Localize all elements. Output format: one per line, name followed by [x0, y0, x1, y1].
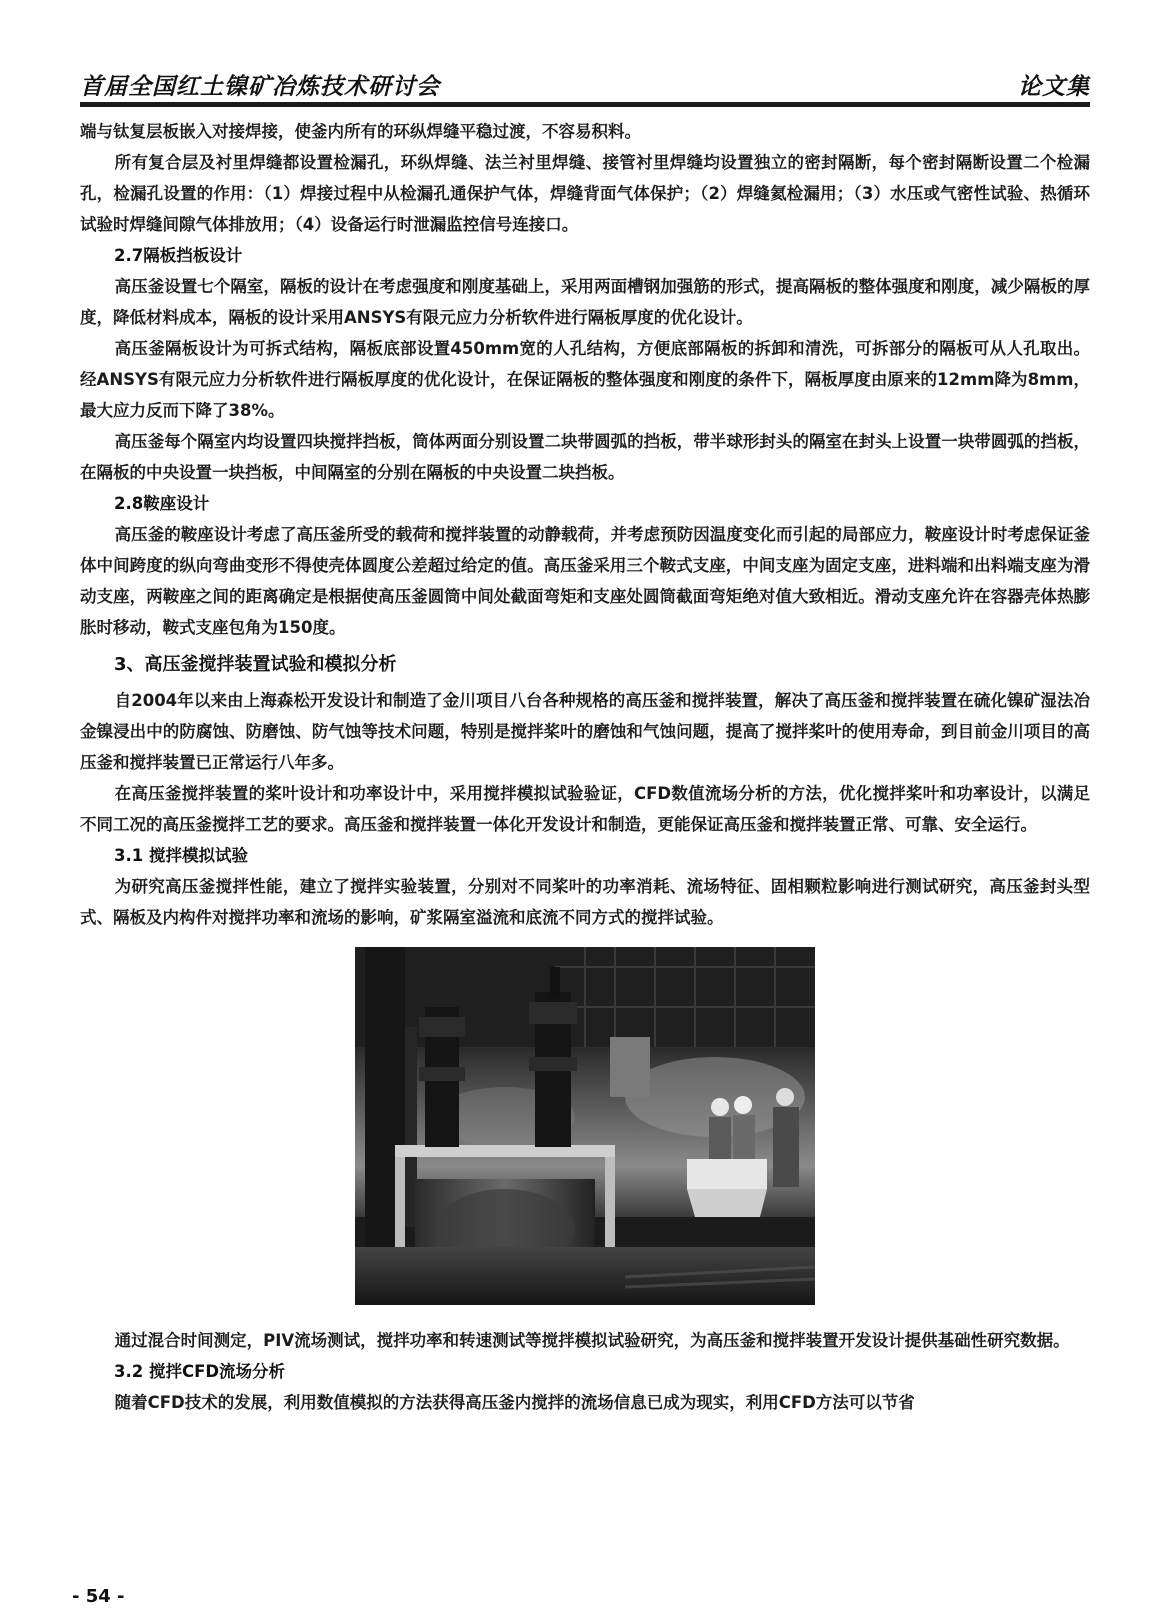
article-body [80, 116, 1090, 1418]
section-heading-3: 3、高压釜搅拌装置试验和模拟分析 [114, 654, 397, 675]
collection-label: 论文集 [1018, 74, 1090, 100]
paragraph: 自2004年以来由上海森松开发设计和制造了金川项目八台各种规格的高压釜和搅拌装置，解决了高压釜和搅拌装置在硫化镍矿湿法冶金镍浸出中的防腐蚀、防磨蚀、防气蚀等技术问题，特别是搅拌桨叶的磨蚀和气蚀问题，提高了搅拌桨叶的使用寿命，到目前金川项目的高压釜和搅拌装置已正常运行八年多。 [80, 691, 1090, 772]
page-header [80, 62, 1090, 107]
paragraph: 为研究高压釜搅拌性能，建立了搅拌实验装置，分别对不同桨叶的功率消耗、流场特征、固相颗粒影响进行测试研究，高压釜封头型式、隔板及内构件对搅拌功率和流场的影响，矿浆隔室溢流和底流不同方式的搅拌试验。 [80, 877, 1090, 927]
experiment-photo [355, 947, 815, 1305]
section-heading-2-7: 2.7隔板挡板设计 [114, 246, 243, 265]
section-heading-2-8: 2.8鞍座设计 [114, 494, 210, 513]
paragraph: 在高压釜搅拌装置的桨叶设计和功率设计中，采用搅拌模拟试验验证，CFD数值流场分析的方法，优化搅拌桨叶和功率设计，以满足不同工况的高压釜搅拌工艺的要求。高压釜和搅拌装置一体化开发设计和制造，更能保证高压釜和搅拌装置正常、可靠、安全运行。 [80, 784, 1090, 834]
paragraph: 高压釜设置七个隔室，隔板的设计在考虑强度和刚度基础上，采用两面槽钢加强筋的形式，提高隔板的整体强度和刚度，减少隔板的厚度，降低材料成本，隔板的设计采用ANSYS有限元应力分析软件进行隔板厚度的优化设计。 [80, 277, 1090, 327]
photo-illustration [355, 947, 815, 1305]
section-heading-3-1: 3.1 搅拌模拟试验 [114, 846, 248, 865]
paragraph: 高压釜每个隔室内均设置四块搅拌挡板，筒体两面分别设置二块带圆弧的挡板，带半球形封头的隔室在封头上设置一块带圆弧的挡板，在隔板的中央设置一块挡板，中间隔室的分别在隔板的中央设置二块挡板。 [80, 432, 1090, 482]
paragraph: 端与钛复层板嵌入对接焊接，使釜内所有的环纵焊缝平稳过渡，不容易积料。 [80, 122, 641, 141]
paragraph: 所有复合层及衬里焊缝都设置检漏孔，环纵焊缝、法兰衬里焊缝、接管衬里焊缝均设置独立的密封隔断，每个密封隔断设置二个检漏孔，检漏孔设置的作用：（1）焊接过程中从检漏孔通保护气体，焊缝背面气体保护；（2）焊缝氦检漏用；（3）水压或气密性试验、热循环试验时焊缝间隙气体排放用；（4）设备运行时泄漏监控信号连接口。 [80, 153, 1090, 234]
conference-title: 首届全国红土镍矿冶炼技术研讨会 [80, 74, 440, 100]
section-heading-3-2: 3.2 搅拌CFD流场分析 [114, 1362, 286, 1381]
page-number: - 54 - [72, 1586, 125, 1607]
paragraph: 高压釜隔板设计为可拆式结构，隔板底部设置450mm宽的人孔结构，方便底部隔板的拆卸和清洗，可拆部分的隔板可从人孔取出。经ANSYS有限元应力分析软件进行隔板厚度的优化设计，在保证隔板的整体强度和刚度的条件下，隔板厚度由原来的12mm降为8mm，最大应力反而下降了38%。 [80, 339, 1090, 420]
paragraph: 通过混合时间测定，PIV流场测试，搅拌功率和转速测试等搅拌模拟试验研究，为高压釜和搅拌装置开发设计提供基础性研究数据。 [114, 1331, 1070, 1350]
paragraph: 随着CFD技术的发展，利用数值模拟的方法获得高压釜内搅拌的流场信息已成为现实，利用CFD方法可以节省 [114, 1393, 915, 1412]
paragraph: 高压釜的鞍座设计考虑了高压釜所受的载荷和搅拌装置的动静载荷，并考虑预防因温度变化而引起的局部应力，鞍座设计时考虑保证釜体中间跨度的纵向弯曲变形不得使壳体圆度公差超过给定的值。高压釜采用三个鞍式支座，中间支座为固定支座，进料端和出料端支座为滑动支座，两鞍座之间的距离确定是根据使高压釜圆筒中间处截面弯矩和支座处圆筒截面弯矩绝对值大致相近。滑动支座允许在容器壳体热膨胀时移动，鞍式支座包角为150度。 [80, 525, 1090, 637]
